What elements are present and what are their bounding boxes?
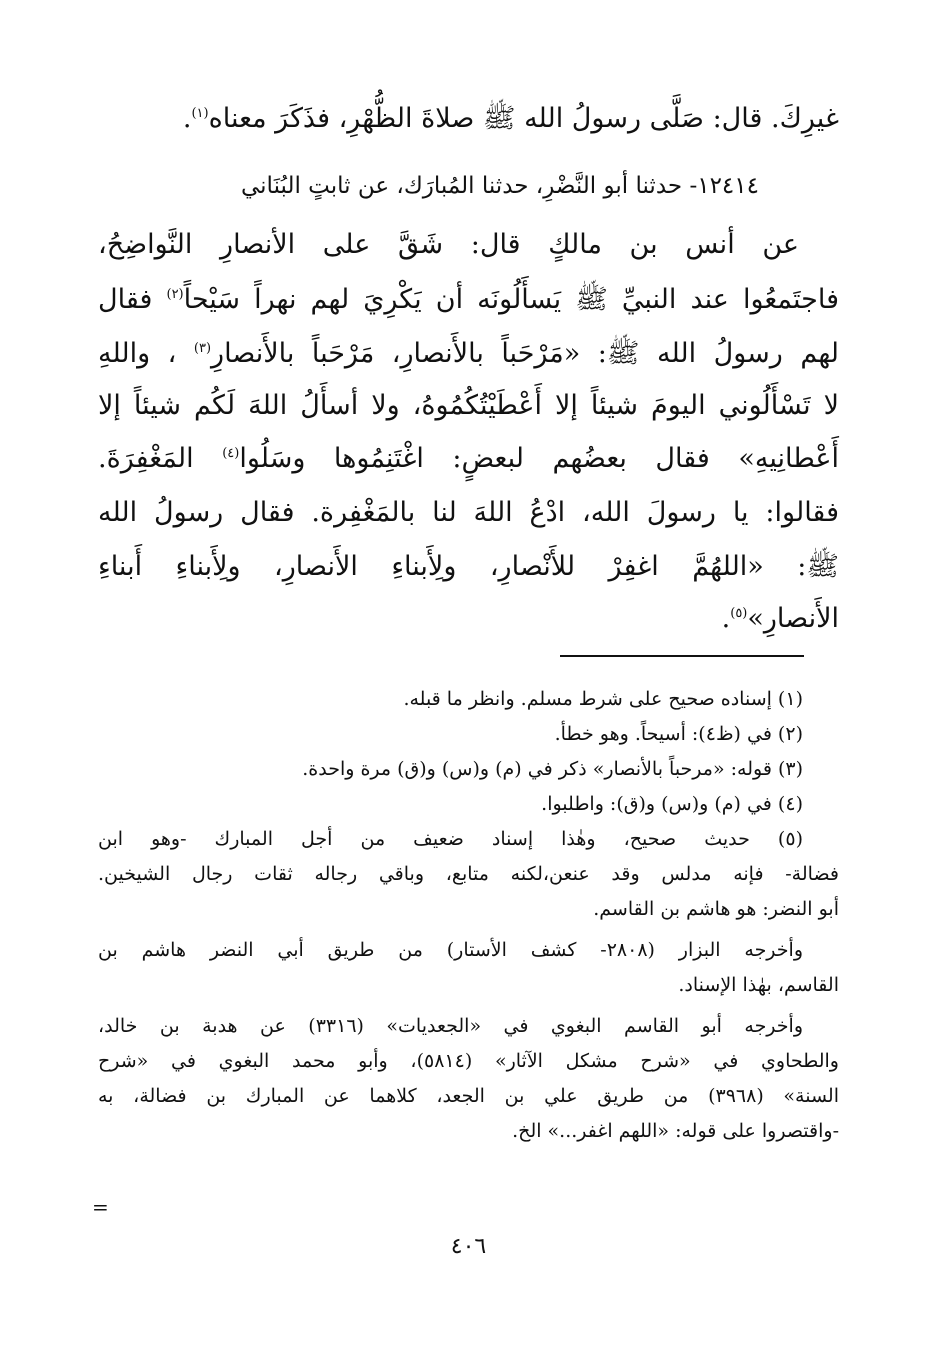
main-text-line-5 [98, 333, 839, 375]
main-text-line-8 [98, 492, 839, 534]
footnote-5-line-2: فضالة- فإنه مدلس وقد عنعن،لكنه متابع، وباقي رجاله ثقات رجال الشيخين. [98, 863, 839, 885]
line-5-end: ، واللهِ [98, 338, 194, 369]
line-9-text: ﷺ: «اللهُمَّ اغفِرْ للأَنْصارِ، ولِأَبناءِ الأَنصارِ، ولِأَبناءِ أَبناءِ [98, 551, 839, 582]
footnote-3: (٣) قوله: «مرحباً بالأنصار» ذكر في (م) و(س) و(ق) مرة واحدة. [302, 758, 803, 780]
footnote-ref-2: (٢) [166, 287, 184, 302]
footnote-ref-4: (٤) [222, 446, 240, 461]
isnad-text: ١٢٤١٤- حدثنا أبو النَّضْرِ، حدثنا المُبارَك، عن ثابتٍ البُنَاني [240, 173, 759, 199]
line-4-text: فاجتَمعُوا عند النبيِّ ﷺ يَسأَلُونَه أن يَكْرِيَ لهم نهراً سَيْحاً [183, 284, 840, 315]
main-text-line-10 [98, 598, 839, 640]
line-3-text: عن أنس بن مالكٍ قال: شَقَّ على الأنصارِ النَّواضِحُ، [98, 229, 799, 260]
main-text-line-1 [98, 98, 839, 140]
footnote-5-line-8: السنة» (٣٩٦٨) من طريق علي بن الجعد، كلاهما عن المبارك بن فضالة، به [98, 1085, 839, 1107]
main-text-line-9 [98, 546, 839, 588]
main-text-line-6 [98, 385, 839, 427]
line-5-text: لهم رسولُ الله ﷺ: «مَرْحَباً بالأَنصارِ، مَرْحَباً بالأَنصارِ [211, 338, 839, 369]
continuation-mark: = [92, 1195, 109, 1219]
line-6-text: لا تَسْأَلُوني اليومَ شيئاً إلا أَعْطَيْتُكُمُوهُ، ولا أسأَلُ اللهَ لَكُم شيئاً إلا [98, 390, 839, 421]
footnote-5-line-1: (٥) حديث صحيح، وهٰذا إسناد ضعيف من أجل المبارك -وهو ابن [98, 828, 803, 850]
footnote-ref-3: (٣) [193, 341, 212, 356]
line-1-end: . [182, 103, 192, 134]
line-7-text: أَعْطانِيهِ» فقال بعضُهم لبعضٍ: اغْتَنِمُوها وسَلُوا [239, 443, 839, 474]
footnotes [98, 682, 839, 1149]
footnote-5-line-6: وأخرجه أبو القاسم البغوي في «الجعديات» (٣٣١٦) عن هدبة بن خالد، [98, 1015, 803, 1037]
line-8-text: فقالوا: يا رسولَ الله، ادْعُ اللهَ لنا بالمَغْفِرة. فقال رسولُ الله [98, 497, 839, 528]
footnote-5-line-9: -واقتصروا على قوله: «اللهم اغفر...» الخ. [512, 1120, 839, 1142]
line-4-end: فقال [98, 284, 167, 315]
footnote-5-line-7: والطحاوي في «شرح مشكل الآثار» (٥٨١٤)، وأبو محمد البغوي في «شرح [98, 1050, 839, 1072]
line-7-end: المَغْفِرَةَ. [98, 443, 223, 474]
line-10-text: الأَنصارِ» [747, 603, 839, 634]
footnote-5-line-5: القاسم، بهٰذا الإسناد. [678, 974, 839, 996]
footnote-5-line-3: أبو النضر: هو هاشم بن القاسم. [593, 898, 839, 920]
line-1-text: غيرِكَ. قال: صَلَّى رسولُ الله ﷺ صلاةَ الظُّهْرِ، فذَكَرَ معناه [208, 103, 839, 134]
line-10-end: . [721, 603, 731, 634]
footnote-4: (٤) في (م) و(س) و(ق): واطلبوا. [541, 793, 803, 815]
main-text-line-3 [98, 224, 839, 266]
main-text-line-7 [98, 438, 839, 480]
footnote-5-line-4: وأخرجه البزار (٢٨٠٨- كشف الأستار) من طريق أبي النضر هاشم بن [98, 939, 803, 961]
footnote-1: (١) إسناده صحيح على شرط مسلم. وانظر ما قبله. [403, 688, 803, 710]
footnote-ref-5: (٥) [730, 606, 748, 621]
footnote-2: (٢) في (ظ٤): أسيحاً. وهو خطأ. [554, 723, 803, 745]
page-number: ٤٠٦ [450, 1234, 487, 1259]
main-text-line-4 [98, 279, 839, 321]
hadith-isnad [160, 166, 839, 206]
footnote-separator [560, 655, 804, 657]
footnote-ref-1: (١) [191, 106, 209, 121]
